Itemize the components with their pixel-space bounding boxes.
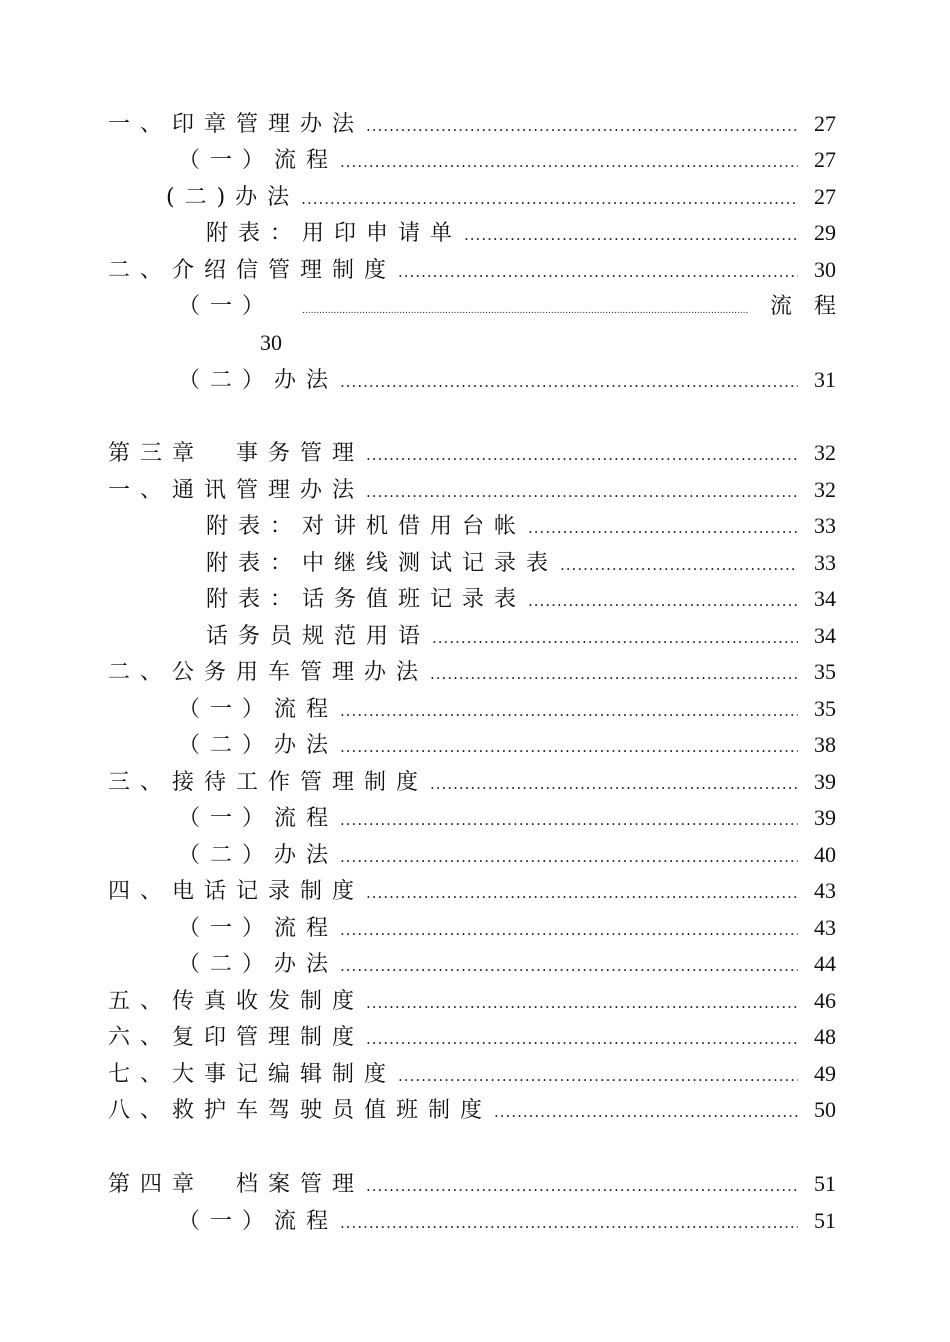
toc-entry-title: 四、电话记录制度 — [108, 879, 365, 904]
toc-entry-title: 第四章 档案管理 — [108, 1172, 365, 1197]
toc-entry-page: 29 — [814, 220, 836, 245]
dot-leader — [340, 693, 798, 729]
toc-entry-page: 31 — [814, 367, 836, 392]
chapter-heading[interactable] — [108, 1166, 836, 1202]
toc-entry[interactable] — [206, 508, 836, 544]
toc-entry-page: 30 — [814, 257, 836, 282]
chapter-heading[interactable] — [108, 435, 836, 471]
toc-entry-title: （二）办法 — [178, 843, 339, 868]
toc-entry[interactable] — [108, 472, 836, 508]
dot-leader — [366, 1021, 798, 1057]
dot-leader — [301, 181, 798, 217]
dot-leader — [340, 144, 798, 180]
dot-leader — [432, 620, 798, 656]
toc-entry-page: 33 — [814, 550, 836, 575]
dot-leader — [340, 1205, 798, 1241]
toc-entry-page: 34 — [814, 586, 836, 611]
toc-entry[interactable] — [206, 581, 836, 617]
toc-entry-title: 一、印章管理办法 — [108, 112, 365, 137]
dot-leader — [464, 217, 798, 253]
toc-entry-title: 话务员规范用语 — [206, 624, 431, 649]
toc-entry-title: （一）流程 — [178, 148, 339, 173]
dot-leader — [430, 656, 798, 692]
toc-entry[interactable] — [166, 179, 836, 215]
toc-entry-title: （一）流程 — [178, 806, 339, 831]
toc-entry[interactable] — [108, 252, 836, 288]
toc-entry-title: 七、大事记编辑制度 — [108, 1062, 397, 1087]
dot-leader — [528, 510, 798, 546]
toc-entry[interactable] — [178, 800, 836, 836]
toc-entry[interactable] — [108, 983, 836, 1019]
dot-leader — [366, 474, 798, 510]
dot-leader — [366, 1168, 798, 1204]
toc-entry[interactable] — [108, 1019, 836, 1055]
dot-leader — [494, 1094, 798, 1130]
toc-entry-title: （二）办法 — [178, 368, 339, 393]
toc-entry[interactable] — [178, 362, 836, 398]
toc-entry[interactable] — [108, 764, 836, 800]
toc-entry-title: （一）流程 — [178, 697, 339, 722]
dot-leader — [366, 875, 798, 911]
toc-entry[interactable] — [206, 618, 836, 654]
toc-entry[interactable] — [108, 873, 836, 909]
toc-entry-title: 附表：话务值班记录表 — [206, 587, 527, 612]
dot-leader — [366, 437, 798, 473]
toc-entry-title: (二)办法 — [166, 185, 300, 210]
toc-entry-page: 35 — [814, 696, 836, 721]
toc-entry-page: 39 — [814, 769, 836, 794]
toc-entry-page: 50 — [814, 1097, 836, 1122]
toc-entry-page: 43 — [814, 878, 836, 903]
dot-leader — [302, 293, 748, 329]
dot-leader — [430, 766, 798, 802]
toc-entry-title: 五、传真收发制度 — [108, 989, 365, 1014]
toc-entry-title: 二、介绍信管理制度 — [108, 258, 397, 283]
toc-entry-title: （一） — [178, 294, 275, 319]
toc-entry[interactable] — [178, 289, 858, 325]
toc-entry-page: 35 — [814, 659, 836, 684]
toc-entry-page: 49 — [814, 1061, 836, 1086]
dot-leader — [398, 1058, 798, 1094]
toc-entry-page: 46 — [814, 988, 836, 1013]
toc-entry-page: 34 — [814, 623, 836, 648]
toc-entry-page-wrapped: 30 — [260, 330, 282, 355]
toc-entry-title: （二）办法 — [178, 952, 339, 977]
dot-leader — [366, 108, 798, 144]
toc-entry[interactable] — [178, 691, 836, 727]
toc-entry-title: 三、接待工作管理制度 — [108, 770, 429, 795]
dot-leader — [340, 839, 798, 875]
toc-entry-title: 附表：用印申请单 — [206, 221, 463, 246]
toc-entry-title: （二）办法 — [178, 733, 339, 758]
dot-leader — [340, 912, 798, 948]
toc-entry-title: （一）流程 — [178, 1209, 339, 1234]
toc-entry-title: 八、救护车驾驶员值班制度 — [108, 1098, 493, 1123]
toc-entry-page: 38 — [814, 732, 836, 757]
dot-leader — [340, 948, 798, 984]
toc-entry[interactable] — [178, 142, 836, 178]
toc-entry-title: （一）流程 — [178, 916, 339, 941]
dot-leader — [340, 802, 798, 838]
toc-entry-title: 第三章 事务管理 — [108, 441, 365, 466]
dot-leader — [528, 583, 798, 619]
toc-entry[interactable] — [108, 1092, 836, 1128]
toc-entry[interactable] — [108, 106, 836, 142]
toc-entry[interactable] — [206, 215, 836, 251]
toc-entry-page: 32 — [814, 440, 836, 465]
toc-entry[interactable] — [108, 654, 836, 690]
toc-entry-page: 51 — [814, 1208, 836, 1233]
toc-entry[interactable] — [178, 946, 836, 982]
dot-leader — [366, 985, 798, 1021]
toc-entry-page: 27 — [814, 184, 836, 209]
toc-entry[interactable] — [178, 910, 836, 946]
toc-entry-page: 33 — [814, 513, 836, 538]
toc-entry-page: 44 — [814, 951, 836, 976]
toc-entry-title: 六、复印管理制度 — [108, 1025, 365, 1050]
toc-entry-title: 二、公务用车管理办法 — [108, 660, 429, 685]
toc-entry-title-wrapped: 流程 — [769, 294, 858, 319]
toc-entry-page: 32 — [814, 477, 836, 502]
dot-leader — [560, 547, 798, 583]
toc-entry[interactable] — [178, 727, 836, 763]
dot-leader — [398, 254, 798, 290]
toc-entry-page: 39 — [814, 805, 836, 830]
toc-entry-title: 附表：中继线测试记录表 — [206, 551, 559, 576]
dot-leader — [340, 364, 798, 400]
dot-leader — [340, 729, 798, 765]
toc-entry[interactable] — [108, 1056, 836, 1092]
toc-entry-page: 27 — [814, 111, 836, 136]
toc-entry-title: 一、通讯管理办法 — [108, 478, 365, 503]
toc-entry[interactable] — [206, 545, 836, 581]
toc-entry-page: 48 — [814, 1024, 836, 1049]
toc-entry[interactable] — [178, 837, 836, 873]
toc-entry-page: 40 — [814, 842, 836, 867]
toc-entry[interactable] — [178, 1203, 836, 1239]
toc-entry-page: 43 — [814, 915, 836, 940]
toc-entry-page: 27 — [814, 147, 836, 172]
toc-entry-title: 附表：对讲机借用台帐 — [206, 514, 527, 539]
toc-entry-page: 51 — [814, 1171, 836, 1196]
